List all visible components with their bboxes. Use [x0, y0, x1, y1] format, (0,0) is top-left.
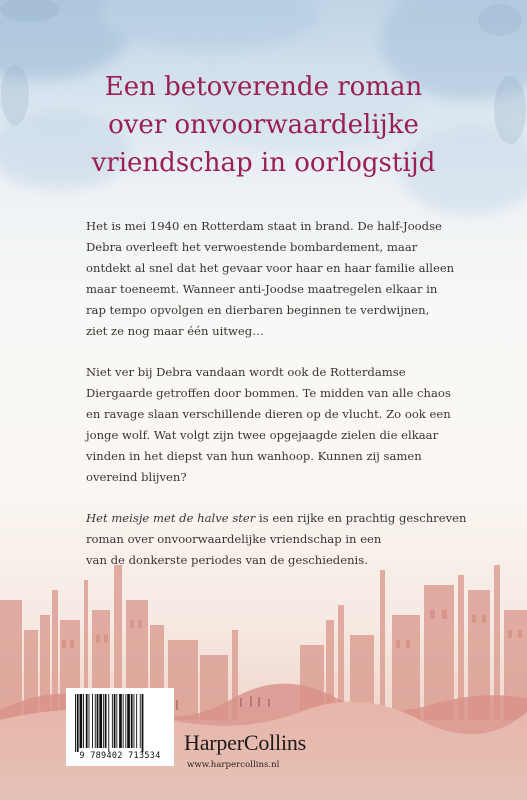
blurb-line	[86, 508, 466, 529]
blurb-paragraph-3	[86, 508, 466, 571]
blurb-line: overeind blijven?	[86, 470, 187, 484]
blurb-line: en ravage slaan verschillende dieren op de vlucht. Zo ook een	[86, 407, 451, 421]
blurb-line: jonge wolf. Wat volgt zijn twee opgejaagde zielen die elkaar	[86, 428, 439, 442]
blurb-line: ontdekt al snel dat het gevaar voor haar en haar familie alleen	[86, 261, 455, 275]
isbn-barcode	[66, 688, 174, 766]
blurb-line: van de donkerste periodes van de geschiedenis.	[86, 553, 368, 567]
blurb-line: Het is mei 1940 en Rotterdam staat in brand. De half-Joodse	[86, 219, 442, 233]
headline-line-3: vriendschap in oorlogstijd	[91, 148, 436, 178]
headline-line-1: Een betoverende roman	[104, 72, 423, 102]
headline	[0, 68, 527, 182]
barcode-icon	[74, 694, 166, 752]
blurb-line: vinden in het diepst van hun wanhoop. Kunnen zij samen	[86, 449, 422, 463]
headline-line-2: over onvoorwaardelijke	[108, 110, 419, 140]
blurb-line: Debra overleeft het verwoestende bombardement, maar	[86, 240, 418, 254]
blurb-line: rap tempo opvolgen en dierbaren beginnen te verdwijnen,	[86, 303, 430, 317]
blurb-text	[86, 216, 466, 591]
blurb-line: maar toeneemt. Wanneer anti-Joodse maatregelen elkaar in	[86, 282, 438, 296]
blurb-paragraph-2	[86, 362, 466, 488]
blurb-line: Niet ver bij Debra vandaan wordt ook de Rotterdamse	[86, 365, 406, 379]
publisher-logo: HarperCollins	[184, 730, 307, 755]
publisher-website[interactable]: www.harpercollins.nl	[187, 760, 280, 770]
isbn-number: 9 789402 713534	[79, 751, 161, 761]
blurb-line: roman over onvoorwaardelijke vriendschap in een	[86, 532, 382, 546]
blurb-line: ziet ze nog maar één uitweg…	[86, 324, 264, 338]
blurb-paragraph-1	[86, 216, 466, 342]
blurb-line-rest: is een rijke en prachtig geschreven	[255, 511, 467, 525]
book-title-italic: Het meisje met de halve ster	[86, 511, 256, 525]
blurb-line: Diergaarde getroffen door bommen. Te midden van alle chaos	[86, 386, 451, 400]
